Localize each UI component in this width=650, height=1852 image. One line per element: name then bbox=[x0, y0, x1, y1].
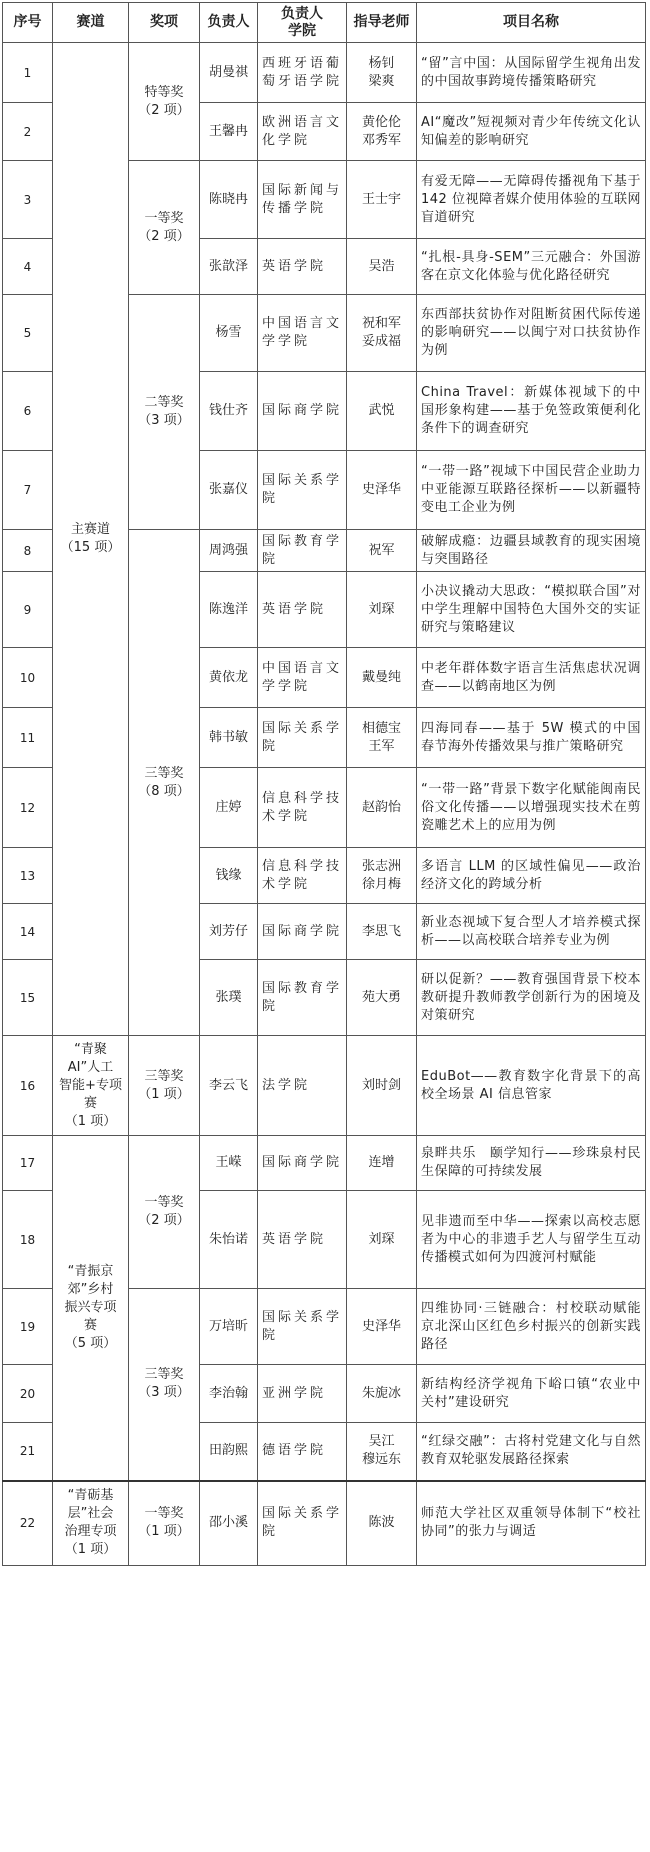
leader-school: 法学院 bbox=[258, 1036, 347, 1136]
leader-name: 周鸿强 bbox=[200, 530, 258, 572]
table-body bbox=[3, 43, 646, 1566]
track-name: “青振京 郊”乡村 振兴专项 赛 （5 项） bbox=[53, 1136, 129, 1481]
leader-school: 国际教育学院 bbox=[258, 960, 347, 1036]
advisor-name: 祝和军 妥成福 bbox=[347, 295, 417, 372]
leader-school: 国际关系学院 bbox=[258, 1289, 347, 1365]
row-number: 7 bbox=[3, 451, 53, 530]
leader-school: 英语学院 bbox=[258, 239, 347, 295]
table-row bbox=[3, 43, 646, 103]
leader-name: 王馨冉 bbox=[200, 103, 258, 161]
track-name: “青砺基 层”社会 治理专项 （1 项） bbox=[53, 1481, 129, 1566]
row-number: 19 bbox=[3, 1289, 53, 1365]
header-row bbox=[3, 3, 646, 43]
leader-school: 西班牙语葡萄牙语学院 bbox=[258, 43, 347, 103]
leader-name: 邵小溪 bbox=[200, 1481, 258, 1566]
project-title: 多语言 LLM 的区域性偏见——政治经济文化的跨域分析 bbox=[417, 848, 646, 904]
advisor-name: 刘时剑 bbox=[347, 1036, 417, 1136]
leader-school: 信息科学技术学院 bbox=[258, 768, 347, 848]
leader-school: 欧洲语言文化学院 bbox=[258, 103, 347, 161]
award-level: 三等奖 （3 项） bbox=[129, 1289, 200, 1481]
row-number: 11 bbox=[3, 708, 53, 768]
leader-name: 张璞 bbox=[200, 960, 258, 1036]
header-advisor: 指导老师 bbox=[347, 3, 417, 43]
row-number: 9 bbox=[3, 572, 53, 648]
leader-name: 李治翰 bbox=[200, 1365, 258, 1423]
leader-school: 国际关系学院 bbox=[258, 1481, 347, 1566]
leader-name: 王嵘 bbox=[200, 1136, 258, 1191]
advisor-name: 黄伦伦 邓秀军 bbox=[347, 103, 417, 161]
project-title: 有爱无障——无障碍传播视角下基于 142 位视障者媒介使用体验的互联网盲道研究 bbox=[417, 161, 646, 239]
leader-school: 国际商学院 bbox=[258, 1136, 347, 1191]
row-number: 13 bbox=[3, 848, 53, 904]
advisor-name: 张志洲 徐月梅 bbox=[347, 848, 417, 904]
table-row bbox=[3, 1481, 646, 1566]
row-number: 22 bbox=[3, 1481, 53, 1566]
leader-school: 国际教育学院 bbox=[258, 530, 347, 572]
project-title: “红绿交融”：古将村党建文化与自然教育双轮驱发展路径探索 bbox=[417, 1423, 646, 1481]
leader-name: 韩书敏 bbox=[200, 708, 258, 768]
advisor-name: 王士宇 bbox=[347, 161, 417, 239]
row-number: 16 bbox=[3, 1036, 53, 1136]
leader-school: 德语学院 bbox=[258, 1423, 347, 1481]
project-title: “扎根-具身-SEM”三元融合：外国游客在京文化体验与优化路径研究 bbox=[417, 239, 646, 295]
header-school: 负责人 学院 bbox=[258, 3, 347, 43]
advisor-name: 史泽华 bbox=[347, 451, 417, 530]
leader-school: 英语学院 bbox=[258, 572, 347, 648]
advisor-name: 史泽华 bbox=[347, 1289, 417, 1365]
award-table-container bbox=[2, 2, 646, 1566]
advisor-name: 赵韵怡 bbox=[347, 768, 417, 848]
project-title: 研以促新？——教育强国背景下校本教研提升教师教学创新行为的困境及对策研究 bbox=[417, 960, 646, 1036]
project-title: 中老年群体数字语言生活焦虑状况调查——以鹤南地区为例 bbox=[417, 648, 646, 708]
row-number: 20 bbox=[3, 1365, 53, 1423]
header-leader: 负责人 bbox=[200, 3, 258, 43]
project-title: 见非遗而至中华——探索以高校志愿者为中心的非遗手艺人与留学生互动传播模式如何为四渡河村赋能 bbox=[417, 1191, 646, 1289]
row-number: 1 bbox=[3, 43, 53, 103]
advisor-name: 苑大勇 bbox=[347, 960, 417, 1036]
row-number: 12 bbox=[3, 768, 53, 848]
advisor-name: 祝军 bbox=[347, 530, 417, 572]
project-title: 泉畔共乐 颐学知行——珍珠泉村民生保障的可持续发展 bbox=[417, 1136, 646, 1191]
project-title: “一带一路”视域下中国民营企业助力中亚能源互联路径探析——以新疆特变电工企业为例 bbox=[417, 451, 646, 530]
leader-name: 黄依龙 bbox=[200, 648, 258, 708]
award-level: 二等奖 （3 项） bbox=[129, 295, 200, 530]
leader-name: 张歆泽 bbox=[200, 239, 258, 295]
leader-name: 陈逸洋 bbox=[200, 572, 258, 648]
leader-school: 国际商学院 bbox=[258, 372, 347, 451]
project-title: China Travel：新媒体视域下的中国形象构建——基于免签政策便利化条件下的调查研究 bbox=[417, 372, 646, 451]
row-number: 10 bbox=[3, 648, 53, 708]
award-level: 一等奖 （2 项） bbox=[129, 1136, 200, 1289]
row-number: 18 bbox=[3, 1191, 53, 1289]
row-number: 8 bbox=[3, 530, 53, 572]
advisor-name: 刘琛 bbox=[347, 572, 417, 648]
project-title: “一带一路”背景下数字化赋能闽南民俗文化传播——以增强现实技术在剪瓷雕艺术上的应用为例 bbox=[417, 768, 646, 848]
row-number: 15 bbox=[3, 960, 53, 1036]
leader-name: 杨雪 bbox=[200, 295, 258, 372]
table-row bbox=[3, 1036, 646, 1136]
row-number: 4 bbox=[3, 239, 53, 295]
advisor-name: 杨钊 梁爽 bbox=[347, 43, 417, 103]
advisor-name: 相德宝 王军 bbox=[347, 708, 417, 768]
leader-name: 庄婷 bbox=[200, 768, 258, 848]
project-title: 四维协同·三链融合：村校联动赋能京北深山区红色乡村振兴的创新实践路径 bbox=[417, 1289, 646, 1365]
project-title: “留”言中国：从国际留学生视角出发的中国故事跨境传播策略研究 bbox=[417, 43, 646, 103]
row-number: 14 bbox=[3, 904, 53, 960]
leader-school: 信息科学技术学院 bbox=[258, 848, 347, 904]
project-title: 破解成瘾：边疆县域教育的现实困境与突围路径 bbox=[417, 530, 646, 572]
award-level: 三等奖 （8 项） bbox=[129, 530, 200, 1036]
leader-name: 刘芳仔 bbox=[200, 904, 258, 960]
project-title: 小决议撬动大思政：“模拟联合国”对中学生理解中国特色大国外交的实证研究与策略建议 bbox=[417, 572, 646, 648]
project-title: EduBot——教育数字化背景下的高校全场景 AI 信息管家 bbox=[417, 1036, 646, 1136]
project-title: 师范大学社区双重领导体制下“校社协同”的张力与调适 bbox=[417, 1481, 646, 1566]
track-name: “青聚 AI”人工 智能+专项 赛 （1 项） bbox=[53, 1036, 129, 1136]
header-seq: 序号 bbox=[3, 3, 53, 43]
header-award: 奖项 bbox=[129, 3, 200, 43]
project-title: 东西部扶贫协作对阻断贫困代际传递的影响研究——以闽宁对口扶贫协作为例 bbox=[417, 295, 646, 372]
table-row bbox=[3, 1136, 646, 1191]
leader-school: 中国语言文学学院 bbox=[258, 648, 347, 708]
advisor-name: 陈波 bbox=[347, 1481, 417, 1566]
advisor-name: 李思飞 bbox=[347, 904, 417, 960]
row-number: 17 bbox=[3, 1136, 53, 1191]
leader-name: 朱怡诺 bbox=[200, 1191, 258, 1289]
award-level: 特等奖 （2 项） bbox=[129, 43, 200, 161]
leader-school: 国际关系学院 bbox=[258, 708, 347, 768]
leader-name: 张嘉仪 bbox=[200, 451, 258, 530]
project-title: 四海同春——基于 5W 模式的中国春节海外传播效果与推广策略研究 bbox=[417, 708, 646, 768]
award-level: 一等奖 （1 项） bbox=[129, 1481, 200, 1566]
advisor-name: 刘琛 bbox=[347, 1191, 417, 1289]
award-level: 三等奖 （1 项） bbox=[129, 1036, 200, 1136]
project-title: AI“魔改”短视频对青少年传统文化认知偏差的影响研究 bbox=[417, 103, 646, 161]
header-project: 项目名称 bbox=[417, 3, 646, 43]
row-number: 6 bbox=[3, 372, 53, 451]
row-number: 2 bbox=[3, 103, 53, 161]
advisor-name: 武悦 bbox=[347, 372, 417, 451]
leader-name: 钱仕齐 bbox=[200, 372, 258, 451]
leader-school: 国际关系学院 bbox=[258, 451, 347, 530]
award-level: 一等奖 （2 项） bbox=[129, 161, 200, 295]
leader-school: 中国语言文学学院 bbox=[258, 295, 347, 372]
project-title: 新结构经济学视角下峪口镇“农业中关村”建设研究 bbox=[417, 1365, 646, 1423]
track-name: 主赛道 （15 项） bbox=[53, 43, 129, 1036]
leader-name: 李云飞 bbox=[200, 1036, 258, 1136]
leader-school: 国际新闻与传播学院 bbox=[258, 161, 347, 239]
leader-school: 英语学院 bbox=[258, 1191, 347, 1289]
advisor-name: 连增 bbox=[347, 1136, 417, 1191]
leader-school: 亚洲学院 bbox=[258, 1365, 347, 1423]
row-number: 3 bbox=[3, 161, 53, 239]
leader-name: 万培昕 bbox=[200, 1289, 258, 1365]
project-title: 新业态视域下复合型人才培养模式探析——以高校联合培养专业为例 bbox=[417, 904, 646, 960]
advisor-name: 吴江 穆远东 bbox=[347, 1423, 417, 1481]
award-table bbox=[2, 2, 646, 1566]
leader-school: 国际商学院 bbox=[258, 904, 347, 960]
leader-name: 钱缘 bbox=[200, 848, 258, 904]
header-track: 赛道 bbox=[53, 3, 129, 43]
row-number: 5 bbox=[3, 295, 53, 372]
row-number: 21 bbox=[3, 1423, 53, 1481]
leader-name: 陈晓冉 bbox=[200, 161, 258, 239]
advisor-name: 戴曼纯 bbox=[347, 648, 417, 708]
leader-name: 田韵熙 bbox=[200, 1423, 258, 1481]
leader-name: 胡曼祺 bbox=[200, 43, 258, 103]
advisor-name: 吴浩 bbox=[347, 239, 417, 295]
advisor-name: 朱旎冰 bbox=[347, 1365, 417, 1423]
